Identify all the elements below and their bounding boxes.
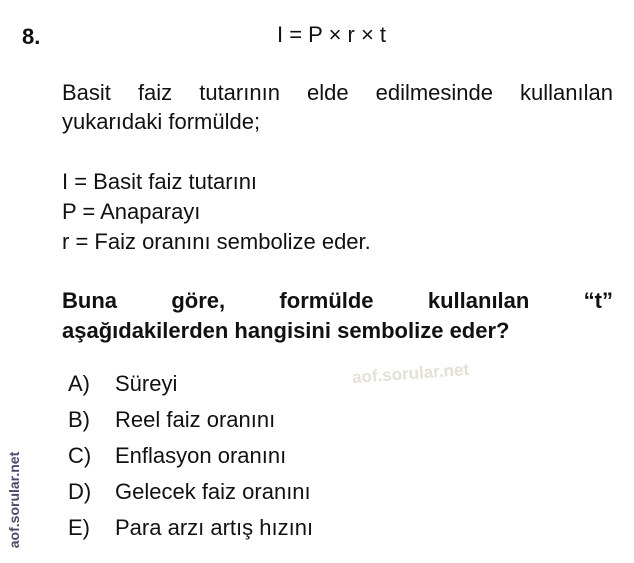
definition-p: P = Anaparayı (62, 199, 201, 224)
option-b[interactable] (68, 402, 313, 438)
option-text: Gelecek faiz oranını (115, 479, 311, 504)
prompt-line-2: aşağıdakilerden hangisini sembolize eder? (62, 318, 510, 343)
option-c[interactable] (68, 438, 313, 474)
definitions-list (62, 167, 371, 257)
option-letter: B) (68, 407, 90, 432)
option-text: Reel faiz oranını (115, 407, 276, 432)
option-a[interactable] (68, 366, 313, 402)
option-e[interactable] (68, 510, 313, 546)
option-text: Para arzı artış hızını (115, 515, 314, 540)
option-text: Süreyi (115, 371, 178, 396)
question-number: 8. (22, 24, 41, 49)
definition-i: I = Basit faiz tutarını (62, 169, 258, 194)
option-letter: E) (68, 515, 90, 540)
intro-line-1: Basit faiz tutarının elde edilmesinde kullanılan (62, 80, 613, 105)
watermark-center: aof.sorular.net (351, 359, 470, 388)
option-letter: A) (68, 371, 90, 396)
definition-r: r = Faiz oranını sembolize eder. (62, 229, 371, 254)
question-prompt (62, 286, 613, 346)
formula: I = P × r × t (277, 22, 387, 47)
option-letter: C) (68, 443, 92, 468)
watermark-side: aof.sorular.net (6, 451, 22, 549)
option-d[interactable] (68, 474, 313, 510)
option-text: Enflasyon oranını (115, 443, 287, 468)
answer-options (68, 366, 313, 546)
intro-line-2: yukarıdaki formülde; (62, 109, 261, 134)
prompt-line-1: Buna göre, formülde kullanılan “t” (62, 288, 613, 313)
option-letter: D) (68, 479, 92, 504)
question-intro (62, 78, 613, 136)
